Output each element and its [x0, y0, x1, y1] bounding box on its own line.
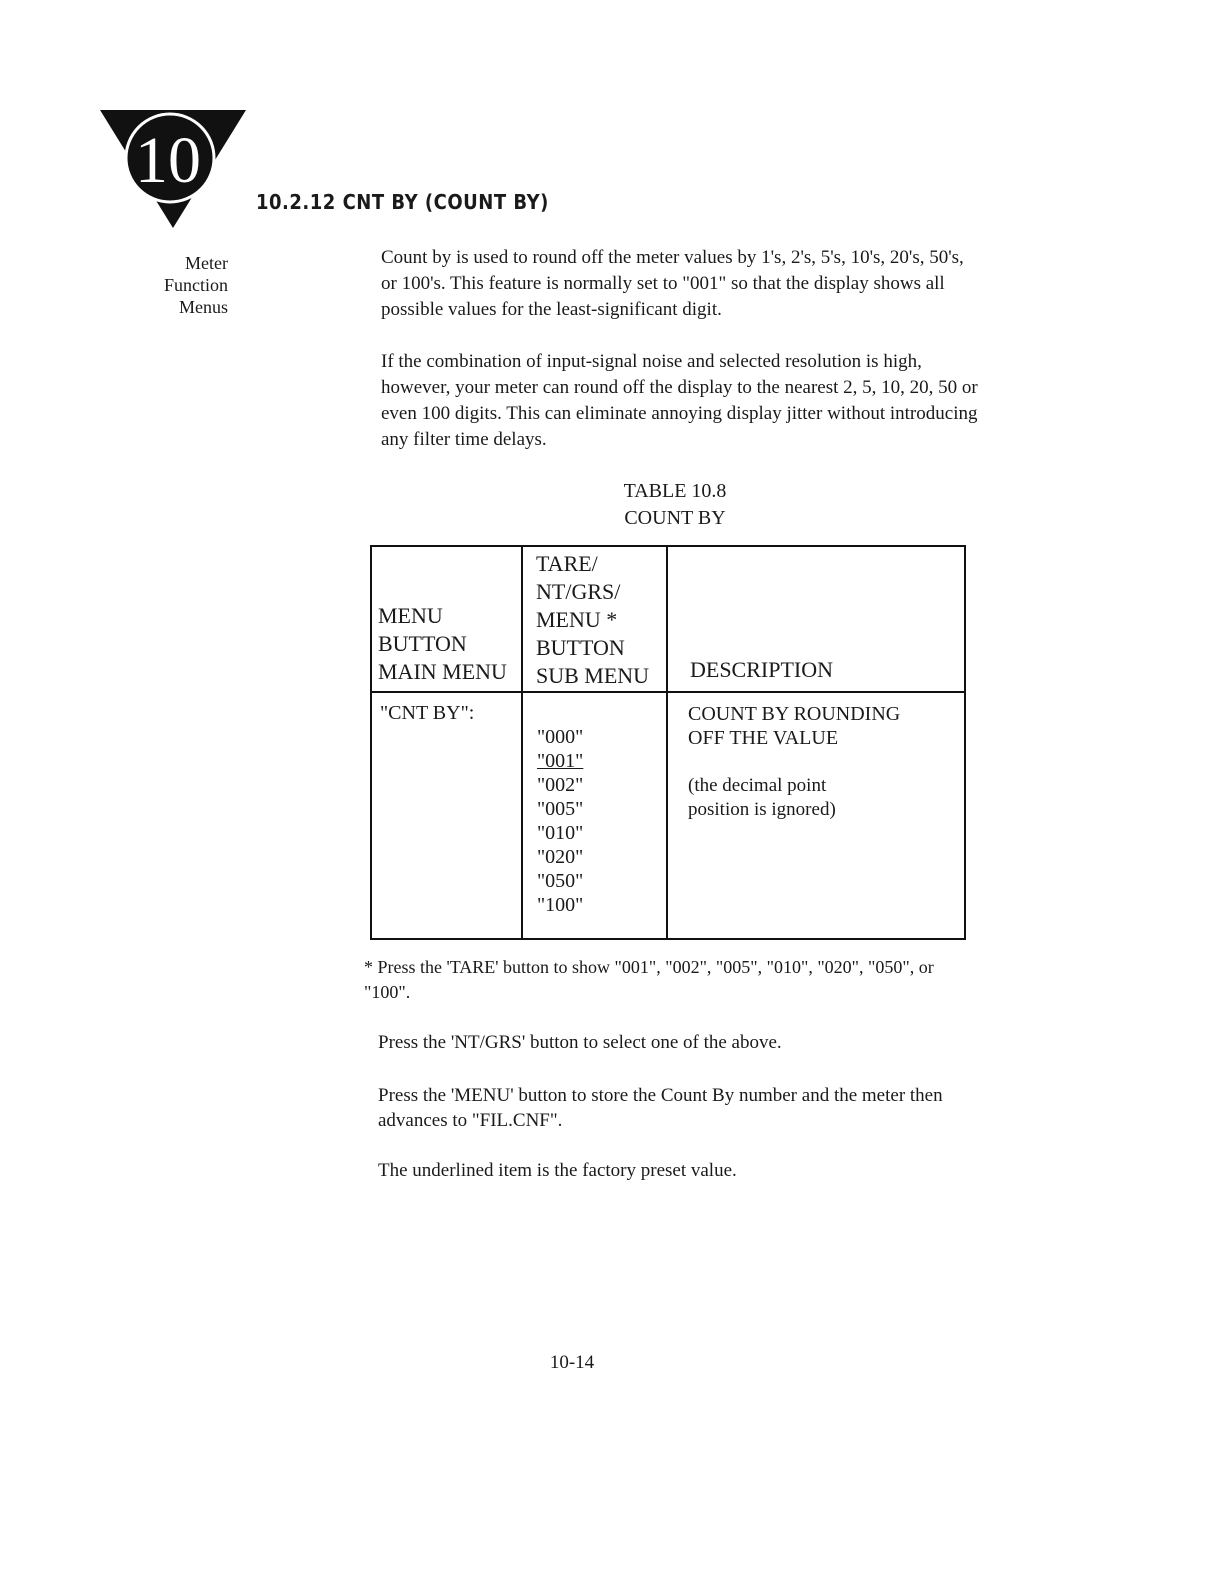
- page-number: 10-14: [549, 1352, 595, 1373]
- section-heading: 10.2.12 CNT BY (COUNT BY): [256, 190, 549, 215]
- header-line: MENU: [378, 603, 443, 628]
- sub-menu-value: "010": [537, 822, 584, 844]
- description-note: (the decimal point: [688, 775, 827, 796]
- table-header-divider: [372, 691, 964, 693]
- description-note: position is ignored): [688, 799, 836, 820]
- chapter-badge: [100, 110, 246, 230]
- sub-menu-list: [537, 725, 583, 917]
- intro-paragraph: Count by is used to round off the meter values by 1's, 2's, 5's, 10's, 20's, 50's, or 100's. This feature is normally set to "001" so that the display shows all possible values for the least-significant digit.: [381, 247, 964, 320]
- sub-menu-value: "050": [537, 870, 584, 892]
- header-line: MENU *: [536, 607, 618, 632]
- header-line: BUTTON: [536, 635, 625, 660]
- chapter-number: 10: [135, 124, 201, 197]
- sub-menu-value: "005": [537, 798, 584, 820]
- main-menu-value: "CNT BY":: [380, 702, 475, 724]
- header-line: BUTTON: [378, 631, 467, 656]
- menu-note: Press the 'MENU' button to store the Count By number and the meter then advances to "FIL.CNF".: [378, 1085, 943, 1131]
- table-divider: [666, 547, 668, 938]
- table-number: TABLE 10.8: [623, 480, 727, 502]
- noise-paragraph: If the combination of input-signal noise and selected resolution is high, however, your meter can round off the display to the nearest 2, 5, 10, 20, 50 or even 100 digits. This can eliminate annoying display jitter without introducing any filter time delays.: [381, 351, 978, 450]
- preset-note: The underlined item is the factory preset value.: [378, 1160, 737, 1181]
- header-line: DESCRIPTION: [690, 657, 834, 682]
- count-by-table: [370, 545, 966, 940]
- sidebar-label: [164, 252, 228, 318]
- description-line: COUNT BY ROUNDING: [688, 703, 901, 725]
- header-sub-menu: [536, 550, 649, 690]
- sub-menu-value: "100": [537, 894, 584, 916]
- nt-grs-note: Press the 'NT/GRS' button to select one of the above.: [378, 1032, 782, 1053]
- sub-menu-value: "002": [537, 774, 584, 796]
- sub-menu-value: "000": [537, 726, 584, 748]
- header-line: SUB MENU: [536, 663, 650, 688]
- header-line: TARE/: [536, 551, 598, 576]
- header-line: MAIN MENU: [378, 659, 507, 684]
- sidebar-line-function: Function: [163, 275, 228, 295]
- sidebar-line-meter: Meter: [185, 253, 228, 273]
- header-line: NT/GRS/: [536, 579, 621, 604]
- sidebar-line-menus: Menus: [179, 297, 228, 317]
- table-title: COUNT BY: [624, 507, 726, 529]
- table-divider: [521, 547, 523, 938]
- table-caption: [560, 478, 790, 532]
- description-cell: [688, 702, 900, 822]
- sub-menu-value: [537, 749, 583, 773]
- header-main-menu: [378, 602, 507, 686]
- header-description: [690, 656, 833, 684]
- description-line: OFF THE VALUE: [688, 727, 839, 749]
- sub-menu-value: "020": [537, 846, 584, 868]
- table-footnote: * Press the 'TARE' button to show "001", "002", "005", "010", "020", "050", or "100".: [364, 957, 934, 1002]
- default-sub-menu-value: "001": [537, 750, 584, 772]
- chapter-triangle-icon: [100, 110, 246, 230]
